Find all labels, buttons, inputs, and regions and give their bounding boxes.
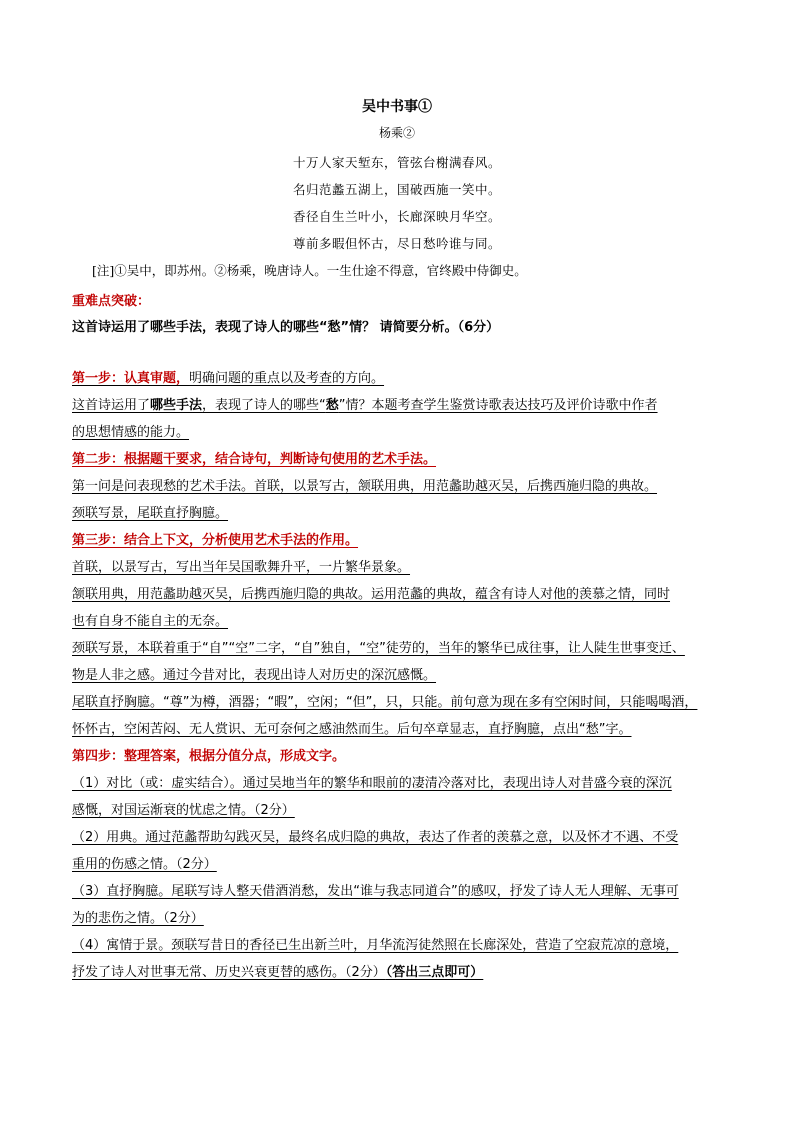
- answer-3-line-2: 为的悲伤之情。（2分）: [72, 911, 204, 926]
- step2-heading: 第二步：根据题干要求，结合诗句，判断诗句使用的艺术手法。: [72, 452, 437, 467]
- step4-heading: 第四步：整理答案，根据分值分点，形成文字。: [72, 749, 346, 764]
- step2-line-2: 颈联写景，尾联直抒胸臆。: [72, 506, 229, 521]
- step1-line-2: 的思想情感的能力。: [72, 425, 190, 440]
- emphasis-text: 愁: [325, 398, 339, 413]
- step2-line-1: 第一问是问表现愁的艺术手法。首联，以景写古，颔联用典，用范蠡助越灭吴，后携西施归隐的典故。: [72, 479, 658, 494]
- step3-line-2: 颔联用典，用范蠡助越灭吴，后携西施归隐的典故。运用范蠡的典故，蕴含有诗人对他的羡慕之情，同时: [72, 587, 671, 602]
- answer-4-line-2: [72, 961, 483, 980]
- poem-note: [注]①吴中，即苏州。②杨乘，晚唐诗人。一生仕途不得意，官终殿中侍御史。: [92, 263, 527, 278]
- step3-line-7: 怀怀古，空闲苦闷、无人赏识、无可奈何之感油然而生。后句卒章显志，直抒胸臆，点出“愁”字。: [72, 722, 632, 737]
- step3-line-5: 物是人非之感。通过今昔对比，表现出诗人对历史的深沉感慨。: [72, 668, 437, 683]
- step1-label: 第一步：认真审题，: [72, 371, 190, 386]
- section-label: 重难点突破：: [72, 294, 151, 309]
- poem-title: 吴中书事①: [362, 99, 432, 115]
- answer-1-line-2: 感慨，对国运渐衰的忧虑之情。（2分）: [72, 803, 295, 818]
- question: 这首诗运用了哪些手法，表现了诗人的哪些“愁”情？ 请简要分析。（6分）: [72, 320, 500, 335]
- poem-line-2: 名归范蠡五湖上，国破西施一笑中。: [292, 182, 501, 197]
- answer-2-line-1: （2）用典。通过范蠡帮助勾践灭吴，最终名成归隐的典故，表达了作者的羡慕之意，以及怀才不遇、不受: [72, 830, 679, 845]
- step1-line-1: [72, 394, 658, 413]
- step1-desc: 明确问题的重点以及考查的方向。: [189, 371, 385, 386]
- answer-4-line-1: （4）寓情于景。颈联写昔日的香径已生出新兰叶，月华流泻徒然照在长廊深处，营造了空寂荒凉的意境，: [72, 938, 679, 953]
- text-run: 抒发了诗人对世事无常、历史兴衰更替的感伤。（2分）: [72, 965, 386, 980]
- text-run: ”情？本题考查学生鉴赏诗歌表达技巧及评价诗歌中作者: [338, 398, 658, 413]
- poem-line-1: 十万人家天堑东，管弦台榭满春风。: [292, 155, 501, 170]
- answer-2-line-2: 重用的伤感之情。（2分）: [72, 857, 217, 872]
- step3-heading: 第三步：结合上下文，分析使用艺术手法的作用。: [72, 533, 359, 548]
- emphasis-text: 哪些手法: [150, 398, 203, 413]
- text-run: ，表现了诗人的哪些“: [202, 398, 326, 413]
- poem-author: 杨乘②: [378, 126, 415, 140]
- step3-line-6: 尾联直抒胸臆。“尊”为樽，酒器；“暇”，空闲；“但”，只，只能。前句意为现在多有空闲时间，只能喝喝酒，: [72, 695, 698, 710]
- answer-tip: （答出三点即可）: [385, 965, 484, 980]
- answer-3-line-1: （3）直抒胸臆。尾联写诗人整天借酒消愁，发出“谁与我志同道合”的感叹，抒发了诗人无人理解、无事可: [72, 884, 679, 899]
- step3-line-4: 颈联写景，本联着重于“自”“空”二字，“自”独自，“空”徒劳的，当年的繁华已成往事，让人陡生世事变迁、: [72, 641, 685, 656]
- step1-heading: [72, 367, 384, 386]
- answer-1-line-1: （1）对比（或：虚实结合）。通过吴地当年的繁华和眼前的凄清冷落对比，表现出诗人对昔盛今衰的深沉: [72, 776, 672, 791]
- poem-line-4: 尊前多暇但怀古，尽日愁吟谁与同。: [292, 236, 501, 251]
- step3-line-1: 首联，以景写古，写出当年吴国歌舞升平，一片繁华景象。: [72, 560, 411, 575]
- poem-line-3: 香径自生兰叶小，长廊深映月华空。: [292, 209, 501, 224]
- text-run: 这首诗运用了: [72, 398, 151, 413]
- step3-line-3: 也有自身不能自主的无奈。: [72, 614, 229, 629]
